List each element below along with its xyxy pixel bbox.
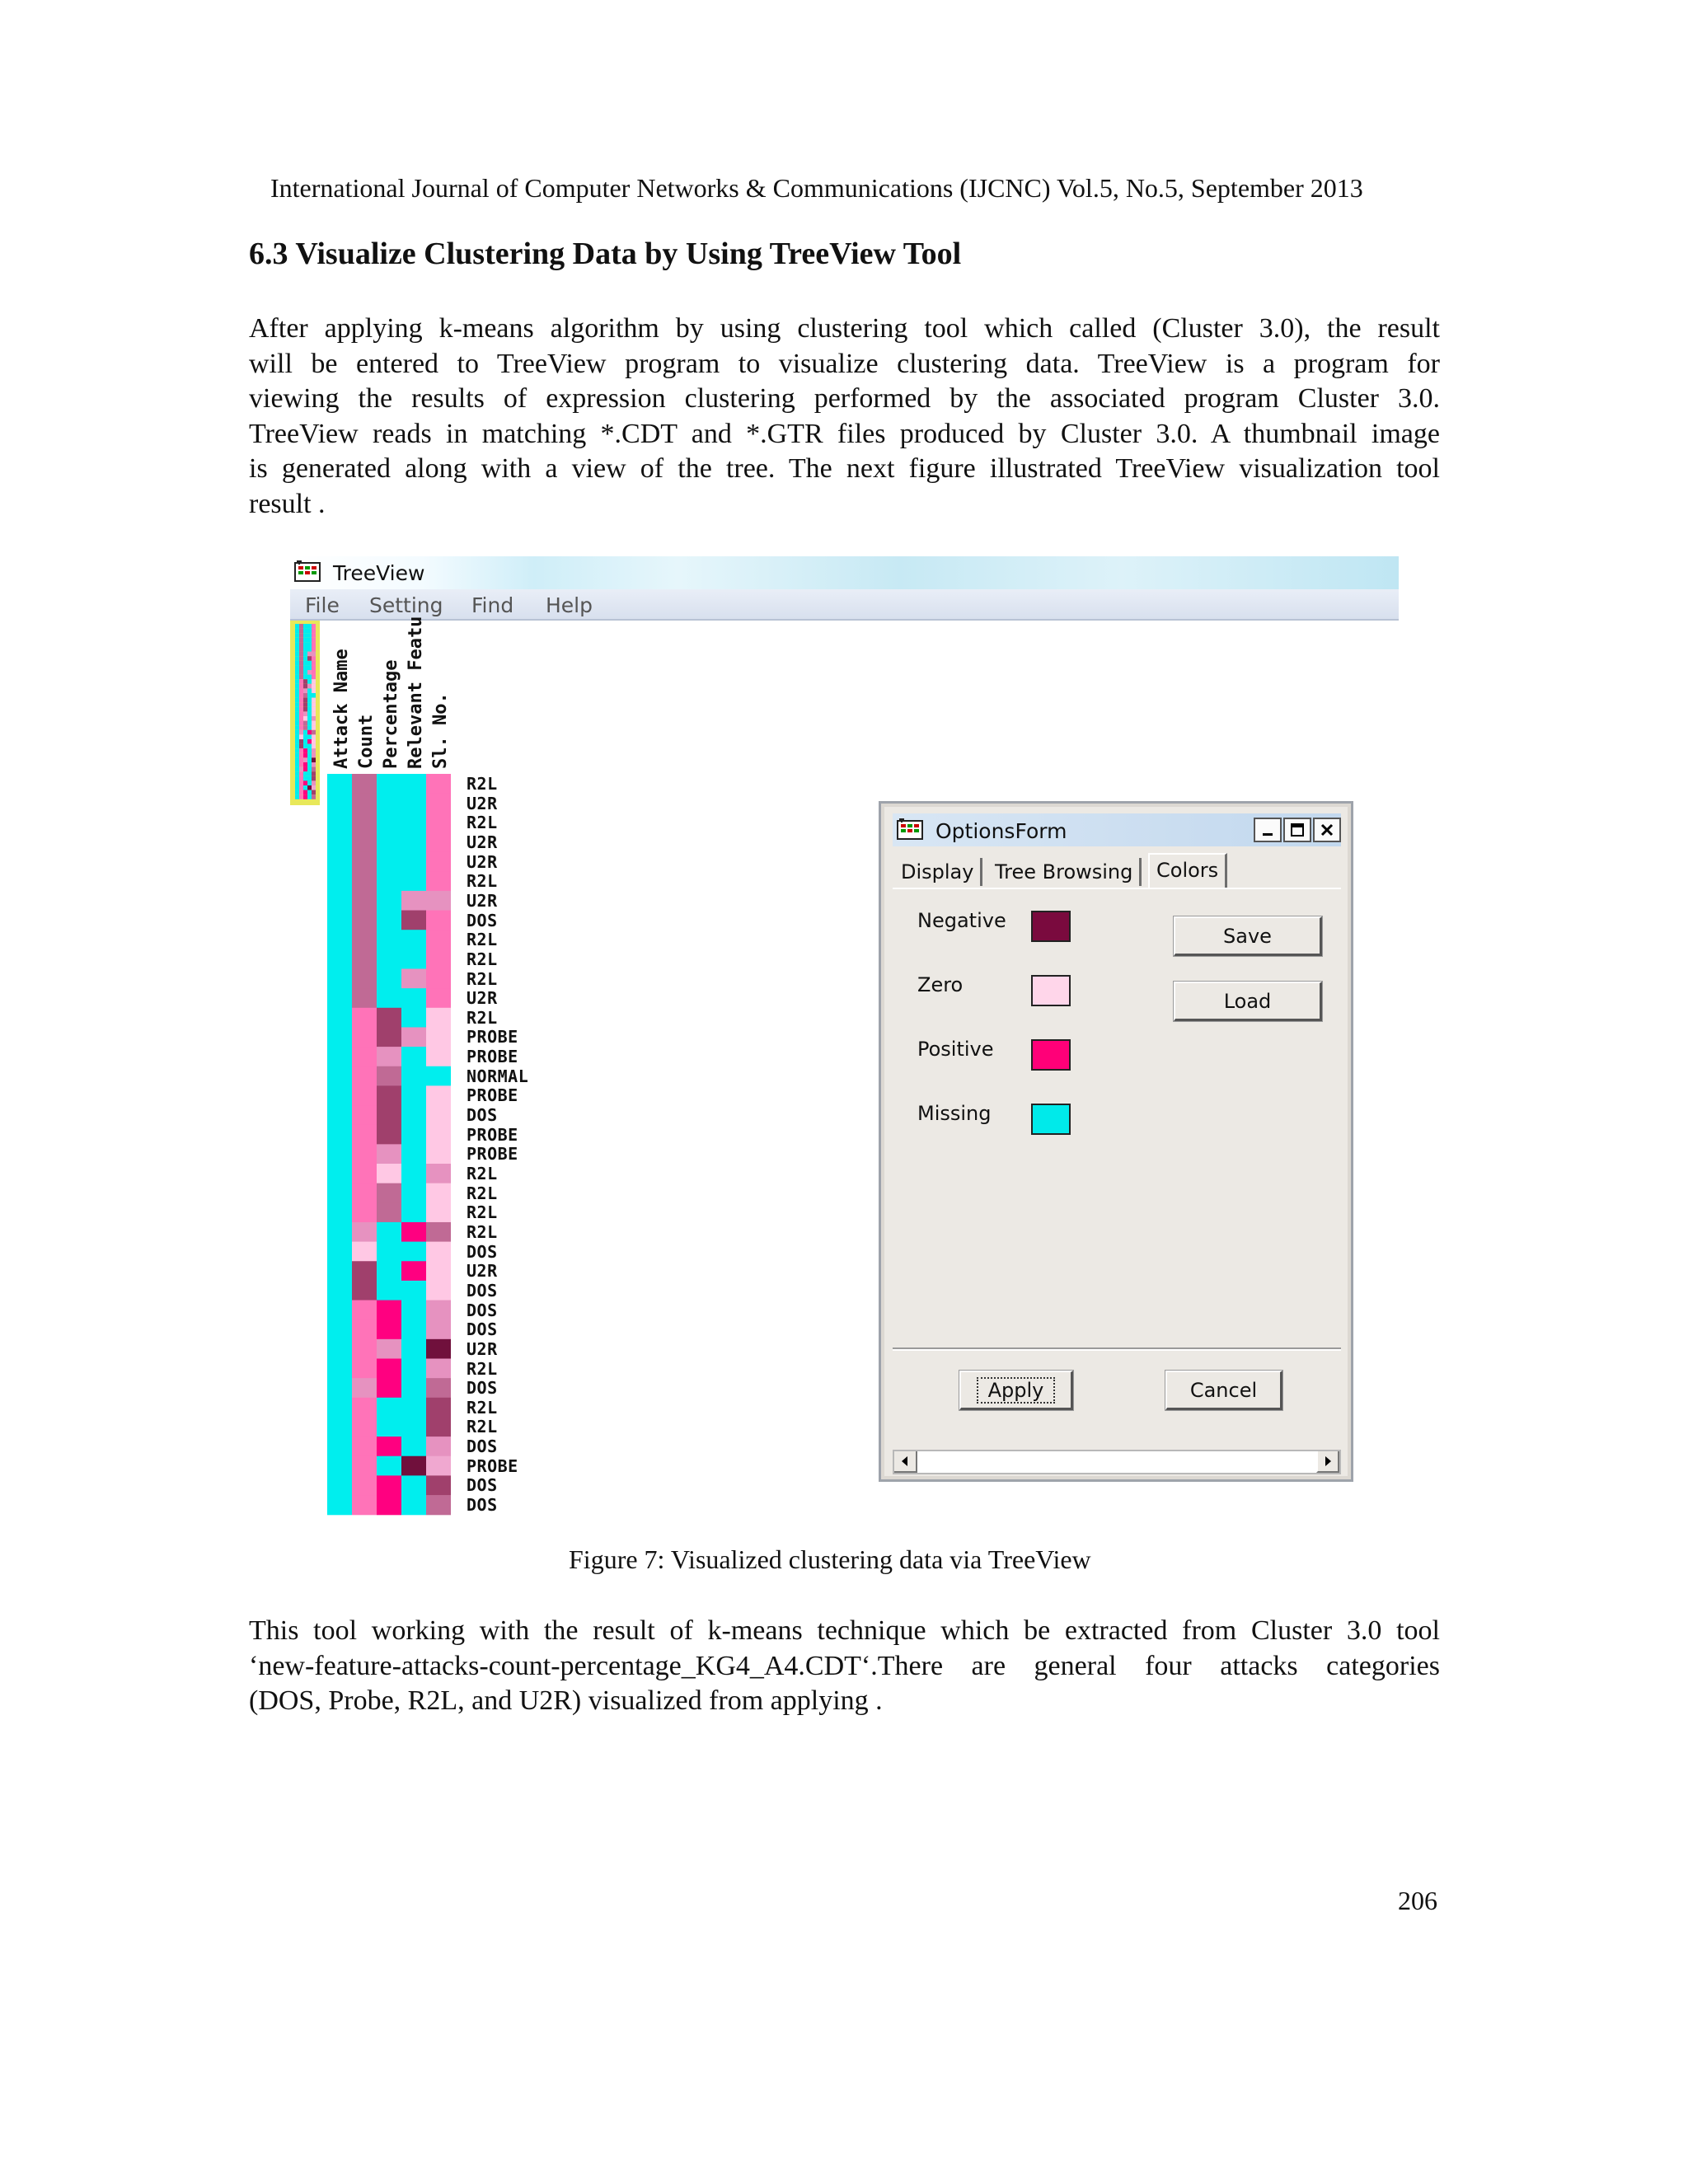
heatmap-cell[interactable] bbox=[401, 911, 426, 930]
heatmap-cell[interactable] bbox=[327, 1495, 352, 1515]
heatmap-cell[interactable] bbox=[426, 1475, 451, 1495]
row-label: DOS bbox=[467, 1436, 498, 1457]
thumbnail[interactable] bbox=[290, 621, 320, 805]
apply-button[interactable] bbox=[959, 1371, 1073, 1410]
menu-find[interactable]: Find bbox=[471, 593, 514, 617]
menu-help[interactable]: Help bbox=[546, 593, 593, 617]
heatmap-cell[interactable] bbox=[401, 1378, 426, 1398]
row-label: PROBE bbox=[467, 1085, 518, 1106]
heatmap-cell[interactable] bbox=[352, 930, 377, 949]
heatmap-cell[interactable] bbox=[352, 949, 377, 969]
heatmap-cell[interactable] bbox=[377, 1183, 401, 1203]
heatmap-cell[interactable] bbox=[327, 988, 352, 1008]
heatmap-cell[interactable] bbox=[426, 1301, 451, 1320]
heatmap-cell[interactable] bbox=[352, 1047, 377, 1066]
heatmap-cell[interactable] bbox=[377, 1436, 401, 1456]
heatmap-cell[interactable] bbox=[401, 891, 426, 911]
row-label: DOS bbox=[467, 910, 498, 930]
heatmap-cell[interactable] bbox=[426, 1495, 451, 1515]
heatmap-cell[interactable] bbox=[327, 891, 352, 911]
heatmap-cell[interactable] bbox=[377, 949, 401, 969]
heatmap-cell[interactable] bbox=[327, 1417, 352, 1436]
heatmap-cell[interactable] bbox=[401, 852, 426, 872]
column-header: Sl. No. bbox=[430, 692, 451, 769]
heatmap-cell[interactable] bbox=[401, 1164, 426, 1183]
scroll-left-button[interactable] bbox=[894, 1451, 917, 1473]
heatmap-cell[interactable] bbox=[426, 1319, 451, 1339]
heatmap-cell[interactable] bbox=[327, 1008, 352, 1028]
heatmap-cell[interactable] bbox=[401, 969, 426, 989]
heatmap-cell[interactable] bbox=[352, 1378, 377, 1398]
heatmap-cell[interactable] bbox=[352, 871, 377, 891]
dialog-titlebar[interactable] bbox=[893, 813, 1341, 846]
heatmap-cell[interactable] bbox=[426, 988, 451, 1008]
dialog-tabs bbox=[893, 855, 1341, 889]
heatmap-cell[interactable] bbox=[327, 969, 352, 989]
row-label: DOS bbox=[467, 1280, 498, 1301]
heatmap-cell[interactable] bbox=[401, 1047, 426, 1066]
heatmap-cell[interactable] bbox=[426, 1398, 451, 1418]
missing-label: Missing bbox=[917, 1102, 992, 1125]
heatmap-cell[interactable] bbox=[352, 1008, 377, 1028]
heatmap-cell[interactable] bbox=[377, 832, 401, 852]
row-label: PROBE bbox=[467, 1455, 518, 1476]
heatmap-cell[interactable] bbox=[352, 911, 377, 930]
zero-label: Zero bbox=[917, 973, 964, 996]
heatmap-cell[interactable] bbox=[377, 1105, 401, 1125]
heatmap-cell[interactable] bbox=[377, 1242, 401, 1262]
row-label: PROBE bbox=[467, 1027, 518, 1047]
heatmap-cell[interactable] bbox=[377, 813, 401, 832]
paragraph-line: This tool working with the result of k-means technique which be extracted from Cluster 3.0 tool bbox=[249, 1615, 1440, 1646]
figure-caption: Figure 7: Visualized clustering data via TreeView bbox=[569, 1544, 1091, 1574]
heatmap-cell[interactable] bbox=[327, 1319, 352, 1339]
missing-color-swatch[interactable] bbox=[1031, 1104, 1071, 1135]
dialog-title: OptionsForm bbox=[935, 819, 1067, 843]
positive-label: Positive bbox=[917, 1038, 994, 1061]
heatmap-cell[interactable] bbox=[377, 1456, 401, 1476]
heatmap-cell[interactable] bbox=[377, 871, 401, 891]
heatmap-cell[interactable] bbox=[401, 1085, 426, 1105]
heatmap-cell[interactable] bbox=[401, 1398, 426, 1418]
section-title: 6.3 Visualize Clustering Data by Using TreeView Tool bbox=[249, 237, 962, 271]
heatmap-cell[interactable] bbox=[426, 1085, 451, 1105]
heatmap-cell[interactable] bbox=[377, 1319, 401, 1339]
heatmap-cell[interactable] bbox=[352, 1164, 377, 1183]
treeview-client-area bbox=[290, 616, 1399, 1537]
row-label: R2L bbox=[467, 1221, 498, 1242]
paragraph-intro bbox=[249, 312, 1440, 522]
save-label: Save bbox=[1223, 924, 1272, 948]
heatmap-cell[interactable] bbox=[401, 1027, 426, 1047]
heatmap-cell[interactable] bbox=[426, 774, 451, 794]
arrow-right-icon bbox=[1323, 1455, 1333, 1467]
heatmap-cell[interactable] bbox=[426, 1183, 451, 1203]
heatmap-cell[interactable] bbox=[352, 794, 377, 813]
minimize-button[interactable] bbox=[1254, 818, 1282, 842]
heatmap-cell[interactable] bbox=[352, 988, 377, 1008]
heatmap-cell[interactable] bbox=[352, 1475, 377, 1495]
heatmap-cell[interactable] bbox=[401, 1144, 426, 1164]
heatmap-cell[interactable] bbox=[401, 1495, 426, 1515]
row-label: R2L bbox=[467, 774, 498, 794]
heatmap-cell[interactable] bbox=[377, 1202, 401, 1222]
save-button[interactable] bbox=[1174, 916, 1322, 956]
maximize-icon bbox=[1290, 823, 1305, 837]
row-label: R2L bbox=[467, 1202, 498, 1223]
heatmap-cell[interactable] bbox=[426, 1417, 451, 1436]
heatmap-cell[interactable] bbox=[426, 1144, 451, 1164]
heatmap-cell[interactable] bbox=[426, 852, 451, 872]
horizontal-scrollbar[interactable] bbox=[893, 1450, 1341, 1474]
row-label: U2R bbox=[467, 793, 498, 813]
heatmap-cell[interactable] bbox=[426, 911, 451, 930]
apply-label: Apply bbox=[977, 1377, 1056, 1404]
heatmap-cell[interactable] bbox=[426, 1359, 451, 1379]
row-label: R2L bbox=[467, 1417, 498, 1437]
heatmap-cell[interactable] bbox=[377, 794, 401, 813]
heatmap-cell[interactable] bbox=[327, 1281, 352, 1301]
heatmap-cell[interactable] bbox=[377, 1378, 401, 1398]
heatmap-cell[interactable] bbox=[401, 949, 426, 969]
zero-color-swatch[interactable] bbox=[1031, 975, 1071, 1006]
heatmap-cell[interactable] bbox=[352, 1027, 377, 1047]
heatmap-cell[interactable] bbox=[377, 930, 401, 949]
heatmap-cell[interactable] bbox=[377, 1339, 401, 1359]
heatmap-cell[interactable] bbox=[327, 852, 352, 872]
row-label: DOS bbox=[467, 1495, 498, 1516]
heatmap-cell[interactable] bbox=[401, 1183, 426, 1203]
heatmap-cell[interactable] bbox=[426, 969, 451, 989]
heatmap-cell[interactable] bbox=[352, 813, 377, 832]
close-icon bbox=[1320, 823, 1334, 837]
heatmap-cell[interactable] bbox=[377, 1085, 401, 1105]
heatmap-cell[interactable] bbox=[352, 1144, 377, 1164]
heatmap-cell[interactable] bbox=[327, 1398, 352, 1418]
heatmap-cell[interactable] bbox=[327, 1066, 352, 1086]
heatmap-cell[interactable] bbox=[426, 1202, 451, 1222]
heatmap-cell[interactable] bbox=[426, 813, 451, 832]
heatmap-cell[interactable] bbox=[426, 1222, 451, 1242]
heatmap-cell[interactable] bbox=[401, 1339, 426, 1359]
treeview-titlebar[interactable] bbox=[290, 556, 1399, 589]
heatmap-cell[interactable] bbox=[377, 852, 401, 872]
heatmap-cell[interactable] bbox=[327, 1164, 352, 1183]
paragraph-line: viewing the results of expression clustering performed by the associated program Cluster 3.0. bbox=[249, 383, 1440, 414]
cancel-label: Cancel bbox=[1189, 1378, 1258, 1402]
running-head: International Journal of Computer Networks & Communications (IJCNC) Vol.5, No.5, September 2013 bbox=[270, 173, 1363, 203]
heatmap-cell[interactable] bbox=[327, 1085, 352, 1105]
row-label: U2R bbox=[467, 1261, 498, 1282]
heatmap-cell[interactable] bbox=[327, 813, 352, 832]
paragraph-line: TreeView reads in matching *.CDT and *.GTR files produced by Cluster 3.0. A thumbnail image bbox=[249, 418, 1440, 449]
heatmap-cell[interactable] bbox=[327, 774, 352, 794]
heatmap-cell[interactable] bbox=[352, 1261, 377, 1281]
row-label: PROBE bbox=[467, 1124, 518, 1145]
row-label: NORMAL bbox=[467, 1066, 529, 1086]
heatmap-cell[interactable] bbox=[401, 1242, 426, 1262]
heatmap-cell[interactable] bbox=[426, 891, 451, 911]
row-label: DOS bbox=[467, 1475, 498, 1496]
paragraph-line: (DOS, Probe, R2L, and U2R) visualized from applying . bbox=[249, 1685, 883, 1716]
row-label: R2L bbox=[467, 871, 498, 892]
heatmap-cell[interactable] bbox=[352, 1066, 377, 1086]
row-label: U2R bbox=[467, 1338, 498, 1359]
heatmap-cell[interactable] bbox=[327, 1047, 352, 1066]
heatmap-cell[interactable] bbox=[327, 1222, 352, 1242]
heatmap-cell[interactable] bbox=[352, 1183, 377, 1203]
heatmap-cell[interactable] bbox=[377, 1222, 401, 1242]
heatmap-cell[interactable] bbox=[377, 1301, 401, 1320]
heatmap-cell[interactable] bbox=[327, 1125, 352, 1145]
heatmap-cell[interactable] bbox=[426, 1008, 451, 1028]
heatmap-cell[interactable] bbox=[352, 1495, 377, 1515]
heatmap-cell[interactable] bbox=[327, 911, 352, 930]
heatmap-cell[interactable] bbox=[377, 1398, 401, 1418]
heatmap-cell[interactable] bbox=[352, 1339, 377, 1359]
heatmap-cell[interactable] bbox=[327, 1144, 352, 1164]
row-label: R2L bbox=[467, 968, 498, 989]
heatmap-cell[interactable] bbox=[377, 911, 401, 930]
heatmap-cell[interactable] bbox=[401, 1301, 426, 1320]
heatmap-cell[interactable] bbox=[377, 1144, 401, 1164]
heatmap-cell[interactable] bbox=[426, 1105, 451, 1125]
heatmap-cell[interactable] bbox=[377, 891, 401, 911]
heatmap-cell[interactable] bbox=[401, 1066, 426, 1086]
heatmap-cell[interactable] bbox=[401, 1417, 426, 1436]
heatmap-cell[interactable] bbox=[352, 1222, 377, 1242]
heatmap-cell[interactable] bbox=[426, 1066, 451, 1086]
heatmap-cell[interactable] bbox=[377, 969, 401, 989]
cancel-button[interactable] bbox=[1165, 1371, 1282, 1410]
heatmap-cell[interactable] bbox=[327, 794, 352, 813]
heatmap-cell[interactable] bbox=[401, 1202, 426, 1222]
heatmap-cell[interactable] bbox=[377, 1008, 401, 1028]
load-label: Load bbox=[1223, 989, 1272, 1013]
paragraph-line: After applying k-means algorithm by using clustering tool which called (Cluster 3.0), the result bbox=[249, 313, 1440, 344]
heatmap-cell[interactable] bbox=[352, 1301, 377, 1320]
heatmap-cell[interactable] bbox=[426, 1456, 451, 1476]
heatmap-cell[interactable] bbox=[327, 1456, 352, 1476]
options-app-icon bbox=[896, 817, 926, 843]
heatmap-cell[interactable] bbox=[377, 988, 401, 1008]
row-label: R2L bbox=[467, 949, 498, 969]
heatmap-cell[interactable] bbox=[401, 1261, 426, 1281]
treeview-app-icon bbox=[293, 560, 323, 584]
heatmap-cell[interactable] bbox=[352, 832, 377, 852]
heatmap-cell[interactable] bbox=[401, 1105, 426, 1125]
heatmap-cell[interactable] bbox=[352, 1417, 377, 1436]
heatmap-cell[interactable] bbox=[401, 988, 426, 1008]
heatmap-cell[interactable] bbox=[426, 1027, 451, 1047]
treeview-menubar bbox=[290, 589, 1399, 621]
row-label: U2R bbox=[467, 890, 498, 911]
heatmap-cell[interactable] bbox=[426, 949, 451, 969]
heatmap-cell[interactable] bbox=[352, 969, 377, 989]
heatmap-cell[interactable] bbox=[426, 1378, 451, 1398]
row-label: R2L bbox=[467, 1007, 498, 1028]
row-label: R2L bbox=[467, 1183, 498, 1203]
heatmap-cell[interactable] bbox=[401, 1222, 426, 1242]
heatmap-cell[interactable] bbox=[401, 1359, 426, 1379]
heatmap-cell[interactable] bbox=[352, 774, 377, 794]
heatmap-cell[interactable] bbox=[352, 1105, 377, 1125]
heatmap-cell[interactable] bbox=[401, 871, 426, 891]
heatmap-cell[interactable] bbox=[401, 1436, 426, 1456]
arrow-left-icon bbox=[900, 1455, 910, 1467]
heatmap-cell[interactable] bbox=[327, 1027, 352, 1047]
heatmap-cell[interactable] bbox=[377, 1417, 401, 1436]
paragraph-line: ‘new-feature-attacks-count-percentage_KG4_A4.CDT‘.There are general four attacks categories bbox=[249, 1650, 1440, 1681]
heatmap-cell[interactable] bbox=[426, 1125, 451, 1145]
heatmap-cell[interactable] bbox=[327, 1202, 352, 1222]
heatmap-cell[interactable] bbox=[352, 1085, 377, 1105]
heatmap-cell[interactable] bbox=[377, 1495, 401, 1515]
heatmap-cell[interactable] bbox=[352, 1125, 377, 1145]
heatmap-cell[interactable] bbox=[352, 891, 377, 911]
heatmap-cell[interactable] bbox=[401, 1319, 426, 1339]
minimize-icon bbox=[1261, 823, 1274, 837]
heatmap-cell[interactable] bbox=[327, 1436, 352, 1456]
column-header: Percentage bbox=[381, 659, 401, 769]
heatmap-cell[interactable] bbox=[426, 1339, 451, 1359]
heatmap-cell[interactable] bbox=[401, 1475, 426, 1495]
heatmap-cell[interactable] bbox=[426, 930, 451, 949]
heatmap-cell[interactable] bbox=[327, 1301, 352, 1320]
heatmap-cell[interactable] bbox=[352, 1359, 377, 1379]
options-dialog bbox=[879, 801, 1353, 1482]
menu-file[interactable]: File bbox=[305, 593, 340, 617]
row-label: R2L bbox=[467, 813, 498, 833]
heatmap-cell[interactable] bbox=[401, 794, 426, 813]
heatmap-cell[interactable] bbox=[352, 1436, 377, 1456]
heatmap-cell[interactable] bbox=[377, 1047, 401, 1066]
heatmap-cell[interactable] bbox=[426, 1436, 451, 1456]
heatmap-cell[interactable] bbox=[352, 1398, 377, 1418]
negative-color-swatch[interactable] bbox=[1031, 911, 1071, 942]
positive-color-swatch[interactable] bbox=[1031, 1039, 1071, 1071]
heatmap-cell[interactable] bbox=[327, 1261, 352, 1281]
close-button[interactable] bbox=[1313, 818, 1341, 842]
heatmap-cell[interactable] bbox=[377, 1066, 401, 1086]
row-label: R2L bbox=[467, 930, 498, 950]
heatmap-cell[interactable] bbox=[426, 1164, 451, 1183]
heatmap-cell[interactable] bbox=[377, 1281, 401, 1301]
heatmap-cell[interactable] bbox=[401, 1125, 426, 1145]
heatmap-cell[interactable] bbox=[401, 813, 426, 832]
treeview-screenshot bbox=[290, 556, 1399, 1537]
heatmap-cell[interactable] bbox=[377, 1359, 401, 1379]
heatmap-cell[interactable] bbox=[401, 1008, 426, 1028]
row-label: U2R bbox=[467, 851, 498, 872]
treeview-window-title: TreeView bbox=[333, 561, 425, 585]
tab-colors[interactable]: Colors bbox=[1148, 853, 1227, 888]
negative-label: Negative bbox=[917, 909, 1006, 932]
paragraph-line: is generated along with a view of the tree. The next figure illustrated TreeView visualization tool bbox=[249, 453, 1440, 484]
heatmap-cell[interactable] bbox=[377, 1261, 401, 1281]
heatmap-cell[interactable] bbox=[352, 1456, 377, 1476]
row-label: DOS bbox=[467, 1378, 498, 1399]
heatmap-cell[interactable] bbox=[327, 1242, 352, 1262]
heatmap-cell[interactable] bbox=[327, 832, 352, 852]
row-label: DOS bbox=[467, 1319, 498, 1340]
heatmap-cell[interactable] bbox=[426, 1261, 451, 1281]
heatmap-cell[interactable] bbox=[327, 871, 352, 891]
row-label: DOS bbox=[467, 1241, 498, 1262]
row-label: U2R bbox=[467, 988, 498, 1009]
dialog-separator bbox=[893, 1347, 1341, 1351]
heatmap-cell[interactable] bbox=[327, 1105, 352, 1125]
heatmap-cell[interactable] bbox=[377, 1164, 401, 1183]
heatmap-cell[interactable] bbox=[377, 774, 401, 794]
row-label: DOS bbox=[467, 1105, 498, 1126]
column-header: Relevant Featu bbox=[406, 616, 426, 769]
heatmap-cell[interactable] bbox=[327, 949, 352, 969]
menu-setting[interactable]: Setting bbox=[369, 593, 443, 617]
column-header: Attack Name bbox=[331, 649, 352, 769]
page-number: 206 bbox=[1398, 1886, 1437, 1915]
heatmap-cell[interactable] bbox=[352, 852, 377, 872]
tab-tree-browsing[interactable]: Tree Browsing bbox=[988, 858, 1142, 886]
row-label: R2L bbox=[467, 1164, 498, 1183]
heatmap-cell[interactable] bbox=[327, 1359, 352, 1379]
heatmap-cell[interactable] bbox=[352, 1242, 377, 1262]
heatmap-cell[interactable] bbox=[352, 1202, 377, 1222]
heatmap-cell[interactable] bbox=[327, 1378, 352, 1398]
heatmap-cell[interactable] bbox=[327, 930, 352, 949]
heatmap-cell[interactable] bbox=[426, 1047, 451, 1066]
heatmap-cell[interactable] bbox=[426, 832, 451, 852]
heatmap-cell[interactable] bbox=[377, 1475, 401, 1495]
heatmap-cell[interactable] bbox=[401, 930, 426, 949]
heatmap-cell[interactable] bbox=[377, 1027, 401, 1047]
row-label: R2L bbox=[467, 1358, 498, 1379]
load-button[interactable] bbox=[1174, 982, 1322, 1021]
tab-display[interactable]: Display bbox=[894, 858, 982, 886]
heatmap-cell[interactable] bbox=[401, 832, 426, 852]
heatmap-cell[interactable] bbox=[426, 1281, 451, 1301]
heatmap-cell[interactable] bbox=[401, 1456, 426, 1476]
row-label: PROBE bbox=[467, 1047, 518, 1067]
row-label: DOS bbox=[467, 1300, 498, 1320]
heatmap-cell[interactable] bbox=[327, 1183, 352, 1203]
scroll-right-button[interactable] bbox=[1316, 1451, 1339, 1473]
maximize-button[interactable] bbox=[1283, 818, 1311, 842]
row-label: U2R bbox=[467, 832, 498, 852]
heatmap-cell[interactable] bbox=[327, 1475, 352, 1495]
heatmap-cell[interactable] bbox=[352, 1319, 377, 1339]
heatmap-cell[interactable] bbox=[327, 1339, 352, 1359]
column-header: Count bbox=[356, 714, 377, 769]
paragraph-conclusion bbox=[249, 1614, 1440, 1719]
row-label: R2L bbox=[467, 1397, 498, 1418]
paragraph-line: result . bbox=[249, 488, 326, 519]
paragraph-line: will be entered to TreeView program to visualize clustering data. TreeView is a program for bbox=[249, 348, 1440, 379]
heatmap-cell[interactable] bbox=[401, 1281, 426, 1301]
heatmap-cell[interactable] bbox=[426, 1242, 451, 1262]
heatmap-cell[interactable] bbox=[426, 794, 451, 813]
heatmap-cell[interactable] bbox=[377, 1125, 401, 1145]
heatmap-cell[interactable] bbox=[401, 774, 426, 794]
heatmap-cell[interactable] bbox=[352, 1281, 377, 1301]
heatmap-cell[interactable] bbox=[426, 871, 451, 891]
row-label: PROBE bbox=[467, 1144, 518, 1165]
